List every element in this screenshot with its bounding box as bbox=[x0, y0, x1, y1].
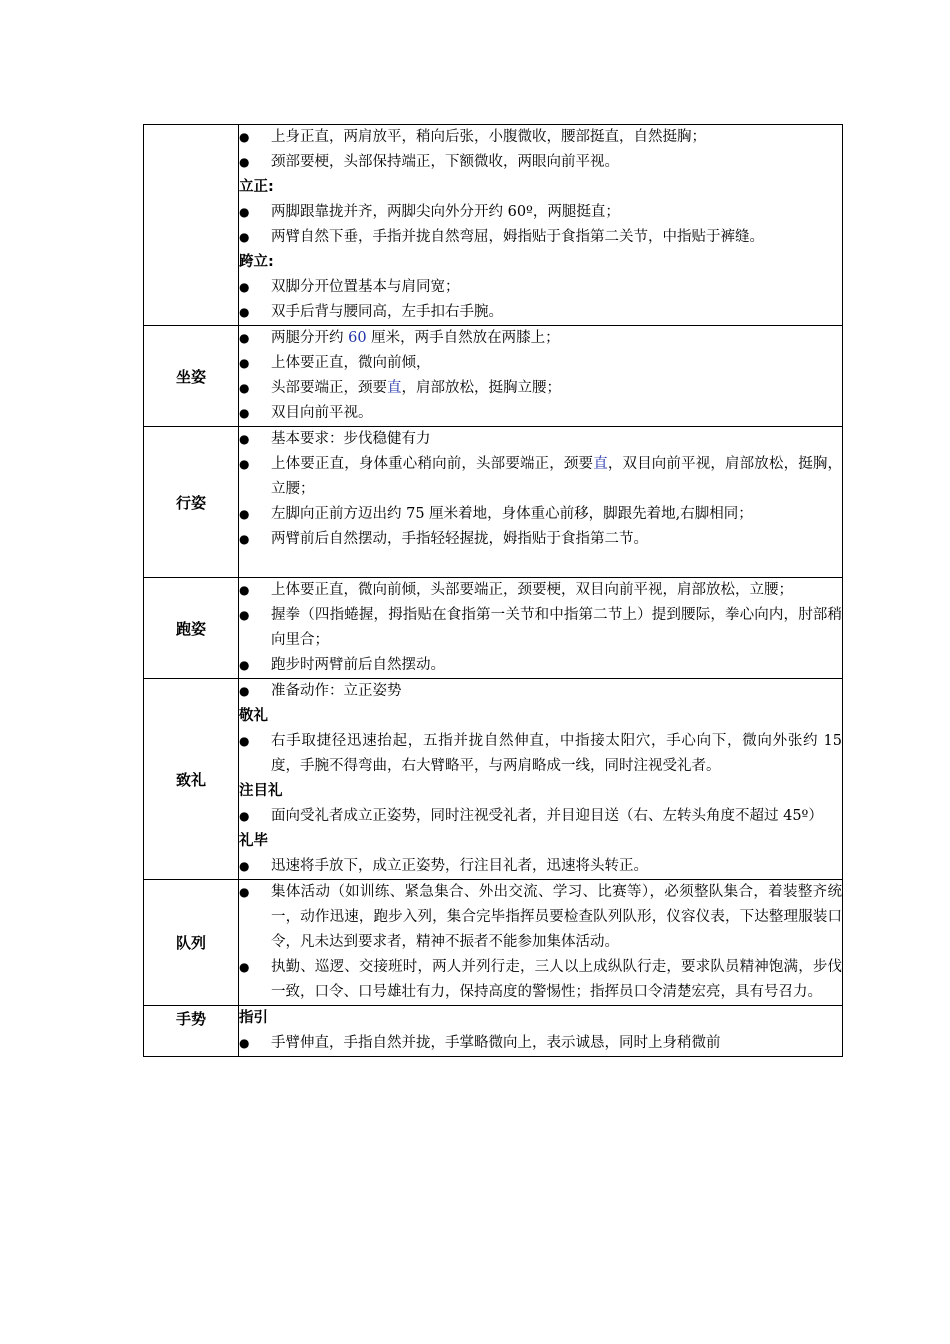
list-item bbox=[239, 326, 842, 351]
bullet-icon: ● bbox=[239, 507, 250, 521]
list-item bbox=[239, 376, 842, 401]
item-text: 双脚分开位置基本与肩同宽； bbox=[271, 279, 460, 295]
item-text: 两腿分开约 bbox=[271, 330, 349, 346]
bullet-icon: ● bbox=[239, 381, 250, 395]
item-text: 两臂自然下垂，手指并拢自然弯屈，姆指贴于食指第二关节，中指贴于裤缝。 bbox=[271, 229, 764, 245]
list-item bbox=[239, 1031, 842, 1056]
highlight-word: 直 bbox=[593, 456, 608, 472]
list-item bbox=[239, 854, 842, 879]
subheading-at-ease: 跨立: bbox=[239, 254, 274, 270]
table-row-salute bbox=[144, 679, 843, 880]
list-item bbox=[239, 603, 842, 653]
table-row-standing bbox=[144, 125, 843, 326]
row-content-gesture bbox=[239, 1006, 843, 1057]
bullet-icon: ● bbox=[239, 583, 250, 597]
row-label-sitting: 坐姿 bbox=[144, 326, 239, 427]
item-text: 左脚向正前方迈出约 75 厘米着地，身体重心前移，脚跟先着地,右脚相同； bbox=[271, 506, 753, 522]
row-label-running: 跑姿 bbox=[144, 578, 239, 679]
list-item bbox=[239, 275, 842, 300]
bullet-icon: ● bbox=[239, 960, 250, 974]
bullet-icon: ● bbox=[239, 406, 250, 420]
bullet-icon: ● bbox=[239, 356, 250, 370]
row-label-walking: 行姿 bbox=[144, 427, 239, 578]
item-text: ，双目向前平视，肩部放松，挺胸，立腰； bbox=[271, 456, 843, 497]
bullet-icon: ● bbox=[239, 130, 250, 144]
table-row-running bbox=[144, 578, 843, 679]
table-row-walking bbox=[144, 427, 843, 578]
item-text: 手臂伸直，手指自然并拢，手掌略微向上，表示诚恳，同时上身稍微前 bbox=[271, 1035, 721, 1051]
item-text: 握拳（四指蜷握，拇指贴在食指第一关节和中指第二节上）提到腰际，拳心向内，肘部稍向里合； bbox=[271, 607, 842, 648]
etiquette-table bbox=[143, 124, 843, 1057]
subheading-attention: 立正: bbox=[239, 179, 274, 195]
bullet-icon: ● bbox=[239, 859, 250, 873]
list-item bbox=[239, 351, 842, 376]
bullet-icon: ● bbox=[239, 684, 250, 698]
list-item bbox=[239, 125, 842, 150]
list-item bbox=[239, 300, 842, 325]
item-text: 双手后背与腰同高，左手扣右手腕。 bbox=[271, 304, 503, 320]
item-text: 准备动作：立正姿势 bbox=[271, 683, 402, 699]
list-item bbox=[239, 200, 842, 225]
item-text: 两脚跟靠拢并齐，两脚尖向外分开约 60º，两腿挺直； bbox=[271, 204, 620, 220]
list-item bbox=[239, 150, 842, 175]
subheading-eyes: 注目礼 bbox=[239, 783, 283, 799]
bullet-icon: ● bbox=[239, 885, 250, 899]
table-row-formation bbox=[144, 880, 843, 1006]
list-item bbox=[239, 578, 842, 603]
bullet-icon: ● bbox=[239, 532, 250, 546]
item-text: 迅速将手放下，成立正姿势，行注目礼者，迅速将头转正。 bbox=[271, 858, 648, 874]
bullet-icon: ● bbox=[239, 280, 250, 294]
item-text: 上体要正直，微向前倾，头部要端正，颈要梗，双目向前平视，肩部放松，立腰； bbox=[271, 582, 793, 598]
row-label-salute: 致礼 bbox=[144, 679, 239, 880]
item-text: ，肩部放松，挺胸立腰； bbox=[401, 380, 561, 396]
item-text: 面向受礼者成立正姿势，同时注视受礼者，并目迎目送（右、左转头角度不超过 45º） bbox=[271, 808, 823, 824]
row-content-running bbox=[239, 578, 843, 679]
list-item bbox=[239, 427, 842, 452]
item-text: 头部要端正，颈要 bbox=[271, 380, 387, 396]
subheading-end: 礼毕 bbox=[239, 833, 268, 849]
bullet-icon: ● bbox=[239, 305, 250, 319]
item-text: 右手取捷径迅速抬起，五指并拢自然伸直，中指接太阳穴，手心向下，微向外张约 15 度，手腕不得弯曲，右大臂略平，与两肩略成一线，同时注视受礼者。 bbox=[271, 733, 842, 774]
bullet-icon: ● bbox=[239, 457, 250, 471]
item-text: 两臂前后自然摆动，手指轻轻握拢，姆指贴于食指第二节。 bbox=[271, 531, 648, 547]
item-text: 执勤、巡逻、交接班时，两人并列行走，三人以上成纵队行走，要求队员精神饱满，步伐一致，口令、口号雄壮有力，保持高度的警惕性；指挥员口令清楚宏亮，具有号召力。 bbox=[271, 959, 842, 1000]
bullet-icon: ● bbox=[239, 809, 250, 823]
subheading-salute: 敬礼 bbox=[239, 708, 268, 724]
bullet-icon: ● bbox=[239, 608, 250, 622]
bullet-icon: ● bbox=[239, 205, 250, 219]
list-item bbox=[239, 653, 842, 678]
item-text: 上体要正直，微向前倾， bbox=[271, 355, 431, 371]
subheading-guide: 指引 bbox=[239, 1010, 268, 1026]
bullet-icon: ● bbox=[239, 734, 250, 748]
list-item bbox=[239, 729, 842, 779]
item-text: 跑步时两臂前后自然摆动。 bbox=[271, 657, 445, 673]
table-row-gesture bbox=[144, 1006, 843, 1057]
list-item bbox=[239, 804, 842, 829]
row-content-formation bbox=[239, 880, 843, 1006]
list-item bbox=[239, 527, 842, 552]
bullet-icon: ● bbox=[239, 432, 250, 446]
empty-line bbox=[239, 552, 842, 577]
item-text: 集体活动（如训练、紧急集合、外出交流、学习、比赛等），必须整队集合，着装整齐统一，动作迅速，跑步入列，集合完毕指挥员要检查队列队形，仪容仪表，下达整理服装口令，凡未达到要求者，精神不振者不能参加集体活动。 bbox=[271, 884, 842, 950]
row-label-empty bbox=[144, 125, 239, 326]
list-item bbox=[239, 452, 842, 502]
bullet-icon: ● bbox=[239, 230, 250, 244]
list-item bbox=[239, 401, 842, 426]
row-content-sitting bbox=[239, 326, 843, 427]
bullet-icon: ● bbox=[239, 658, 250, 672]
item-text: 上体要正直，身体重心稍向前，头部要端正，颈要 bbox=[271, 456, 594, 472]
item-text: 厘米，两手自然放在两膝上； bbox=[366, 330, 560, 346]
row-label-formation: 队列 bbox=[144, 880, 239, 1006]
highlight-number: 60 bbox=[348, 330, 367, 346]
item-text: 颈部要梗，头部保持端正，下额微收，两眼向前平视。 bbox=[271, 154, 619, 170]
bullet-icon: ● bbox=[239, 155, 250, 169]
list-item bbox=[239, 502, 842, 527]
row-label-gesture: 手势 bbox=[144, 1006, 239, 1057]
item-text: 基本要求：步伐稳健有力 bbox=[271, 431, 431, 447]
highlight-word: 直 bbox=[387, 380, 402, 396]
item-text: 上身正直，两肩放平，稍向后张，小腹微收，腰部挺直，自然挺胸； bbox=[271, 129, 706, 145]
row-content-salute bbox=[239, 679, 843, 880]
bullet-icon: ● bbox=[239, 1036, 250, 1050]
list-item bbox=[239, 225, 842, 250]
bullet-icon: ● bbox=[239, 331, 250, 345]
item-text: 双目向前平视。 bbox=[271, 405, 373, 421]
table-row-sitting bbox=[144, 326, 843, 427]
row-content-standing bbox=[239, 125, 843, 326]
list-item bbox=[239, 679, 842, 704]
list-item bbox=[239, 880, 842, 955]
list-item bbox=[239, 955, 842, 1005]
row-content-walking bbox=[239, 427, 843, 578]
